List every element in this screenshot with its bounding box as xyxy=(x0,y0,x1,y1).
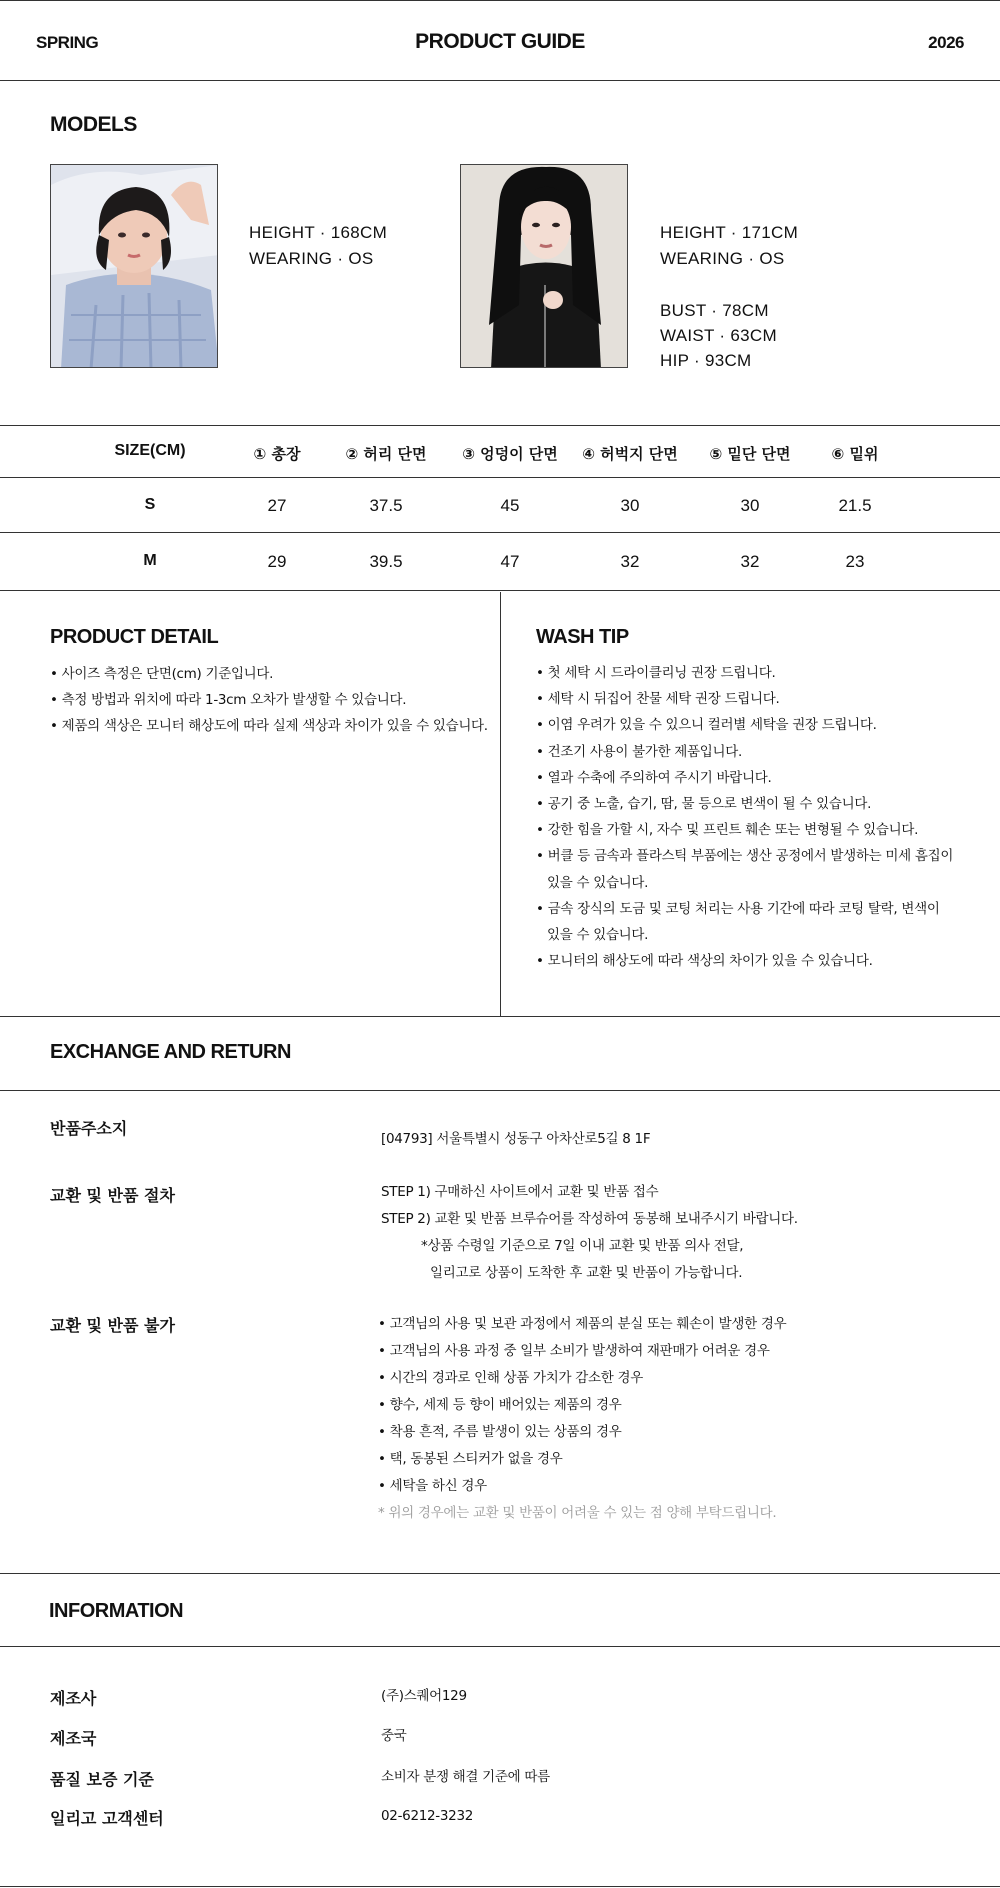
header-divider xyxy=(0,80,1000,81)
year-label: 2026 xyxy=(928,33,964,52)
size-cell: 23 xyxy=(845,552,865,571)
list-item: • 택, 동봉된 스티커가 없을 경우 xyxy=(378,1451,563,1467)
model1-stats xyxy=(249,220,387,272)
size-table-header-divider xyxy=(0,477,1000,478)
size-cell: 47 xyxy=(500,552,520,571)
size-cell: 27 xyxy=(267,496,287,515)
size-cell: 39.5 xyxy=(369,552,403,571)
info-value: 02-6212-3232 xyxy=(381,1808,474,1824)
size-cell: 21.5 xyxy=(838,496,872,515)
size-cell: 45 xyxy=(500,496,520,515)
models-section-title: MODELS xyxy=(50,113,137,136)
model2-measurements xyxy=(660,298,777,373)
list-item: • 열과 수축에 주의하여 주시기 바랍니다. xyxy=(536,769,772,786)
size-cell: 32 xyxy=(620,552,640,571)
procedure-label: 교환 및 반품 절차 xyxy=(50,1186,175,1205)
wash-tip-list xyxy=(536,660,953,974)
list-item: • 공기 중 노출, 습기, 땀, 물 등으로 변색이 될 수 있습니다. xyxy=(536,796,872,813)
list-item: • 시간의 경과로 인해 상품 가치가 감소한 경우 xyxy=(378,1370,643,1386)
list-item: • 모니터의 해상도에 따라 색상의 차이가 있을 수 있습니다. xyxy=(536,953,873,970)
size-header-hip: ③ 엉덩이 단면 xyxy=(462,445,558,463)
model2-waist: WAIST · 63CM xyxy=(660,326,777,345)
wash-tip-title: WASH TIP xyxy=(536,626,629,648)
list-item: • 건조기 사용이 불가한 제품입니다. xyxy=(536,743,742,760)
size-cell: S xyxy=(144,496,156,513)
unavailable-label: 교환 및 반품 불가 xyxy=(50,1316,175,1335)
size-table-bottom-border xyxy=(0,590,1000,591)
unavailable-list xyxy=(378,1311,786,1527)
model1-wearing: WEARING · OS xyxy=(249,249,374,268)
information-title-divider xyxy=(0,1646,1000,1647)
list-item-continuation: 있을 수 있습니다. xyxy=(547,927,649,944)
list-item: • 고객님의 사용 및 보관 과정에서 제품의 분실 또는 훼손이 발생한 경우 xyxy=(378,1316,787,1332)
size-table-row-divider xyxy=(0,532,1000,533)
size-header-hem: ⑤ 밑단 단면 xyxy=(709,445,791,463)
list-item: • 이염 우려가 있을 수 있으니 컬러별 세탁을 권장 드립니다. xyxy=(536,717,877,734)
list-item: • 측정 방법과 위치에 따라 1-3cm 오차가 발생할 수 있습니다. xyxy=(50,692,407,709)
list-item-continuation: 있을 수 있습니다. xyxy=(547,874,649,891)
exchange-title-divider xyxy=(0,1090,1000,1091)
list-item: • 세탁을 하신 경우 xyxy=(378,1478,487,1494)
model2-hip: HIP · 93CM xyxy=(660,351,752,370)
list-item: • 향수, 세제 등 향이 배어있는 제품의 경우 xyxy=(378,1397,622,1413)
procedure-note: *상품 수령일 기준으로 7일 이내 교환 및 반품 의사 전달, xyxy=(421,1238,744,1254)
procedure-step: STEP 2) 교환 및 반품 브루슈어를 작성하여 동봉해 보내주시기 바랍니다. xyxy=(381,1211,798,1227)
detail-wash-divider xyxy=(500,592,501,1016)
page-title: PRODUCT GUIDE xyxy=(415,30,585,53)
size-cell: 29 xyxy=(267,552,287,571)
top-border xyxy=(0,0,1000,1)
size-header-size: SIZE(CM) xyxy=(114,442,186,459)
info-label: 품질 보증 기준 xyxy=(50,1770,154,1789)
info-value: (주)스퀘어129 xyxy=(381,1688,467,1704)
model1-photo xyxy=(50,164,218,368)
list-item: • 사이즈 측정은 단면(cm) 기준입니다. xyxy=(50,666,274,682)
size-header-length: ① 총장 xyxy=(253,445,301,463)
list-item: • 제품의 색상은 모니터 해상도에 따라 실제 색상과 차이가 있을 수 있습니다. xyxy=(50,718,488,735)
bottom-border xyxy=(0,1886,1000,1887)
size-cell: 32 xyxy=(740,552,760,571)
model2-wearing: WEARING · OS xyxy=(660,249,785,268)
list-item: • 첫 세탁 시 드라이클리닝 권장 드립니다. xyxy=(536,665,776,681)
season-label: SPRING xyxy=(36,33,99,52)
model2-stats xyxy=(660,220,798,272)
size-cell: 37.5 xyxy=(369,496,403,515)
info-label: 제조국 xyxy=(50,1729,97,1748)
list-item: • 세탁 시 뒤집어 찬물 세탁 권장 드립니다. xyxy=(536,691,780,708)
model2-bust: BUST · 78CM xyxy=(660,301,769,320)
procedure-note: 일리고로 상품이 도착한 후 교환 및 반품이 가능합니다. xyxy=(430,1265,743,1281)
size-header-thigh: ④ 허벅지 단면 xyxy=(582,445,678,463)
size-cell: M xyxy=(143,552,157,569)
model2-height: HEIGHT · 171CM xyxy=(660,223,799,242)
size-header-rise: ⑥ 밑위 xyxy=(831,445,879,463)
info-value: 소비자 분쟁 해결 기준에 따름 xyxy=(381,1769,550,1785)
list-item: • 강한 힘을 가할 시, 자수 및 프린트 훼손 또는 변형될 수 있습니다. xyxy=(536,822,919,839)
list-item: • 착용 흔적, 주름 발생이 있는 상품의 경우 xyxy=(378,1424,622,1440)
procedure-list xyxy=(381,1179,798,1287)
product-detail-title: PRODUCT DETAIL xyxy=(50,626,219,648)
information-top-border xyxy=(0,1573,1000,1574)
return-address-value: [04793] 서울특별시 성동구 아차산로5길 8 1F xyxy=(381,1131,651,1147)
model2-photo xyxy=(460,164,628,368)
exchange-section-title: EXCHANGE AND RETURN xyxy=(50,1041,291,1063)
model1-height: HEIGHT · 168CM xyxy=(249,223,388,242)
size-table-top-border xyxy=(0,425,1000,426)
list-item: • 고객님의 사용 과정 중 일부 소비가 발생하여 재판매가 어려운 경우 xyxy=(378,1343,770,1359)
size-cell: 30 xyxy=(740,496,760,515)
procedure-step: STEP 1) 구매하신 사이트에서 교환 및 반품 접수 xyxy=(381,1184,659,1200)
info-value: 중국 xyxy=(381,1728,407,1744)
product-detail-list xyxy=(50,661,488,740)
information-section-title: INFORMATION xyxy=(49,1600,184,1622)
unavailable-note: * 위의 경우에는 교환 및 반품이 어려울 수 있는 점 양해 부탁드립니다. xyxy=(378,1505,777,1521)
info-label: 제조사 xyxy=(50,1689,97,1708)
info-label: 일리고 고객센터 xyxy=(50,1809,164,1828)
list-item: • 버클 등 금속과 플라스틱 부품에는 생산 공정에서 발생하는 미세 흠집이 xyxy=(536,848,954,865)
list-item: • 금속 장식의 도금 및 코팅 처리는 사용 기간에 따라 코팅 탈락, 변색이 xyxy=(536,900,940,917)
return-address-label: 반품주소지 xyxy=(50,1119,128,1138)
exchange-top-border xyxy=(0,1016,1000,1017)
size-header-waist: ② 허리 단면 xyxy=(345,445,427,463)
size-cell: 30 xyxy=(620,496,640,515)
